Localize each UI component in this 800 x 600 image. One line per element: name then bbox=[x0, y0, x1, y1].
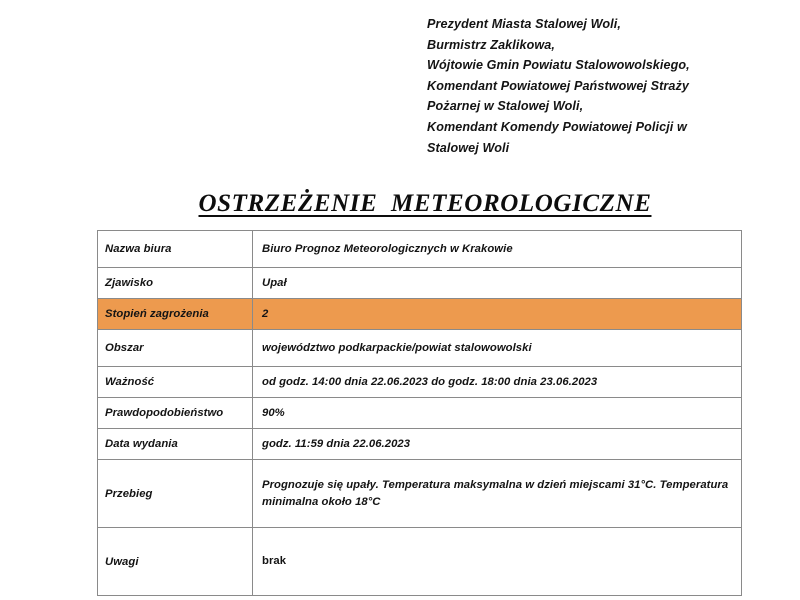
row-label-prawdopodobienstwo: Prawdopodobieństwo bbox=[98, 398, 253, 429]
table-row bbox=[98, 330, 742, 367]
row-label-data-wydania: Data wydania bbox=[98, 429, 253, 460]
addressee-block bbox=[427, 14, 772, 158]
row-value-zjawisko: Upał bbox=[253, 268, 742, 299]
page-title bbox=[0, 190, 800, 218]
row-value-przebieg: Prognozuje się upały. Temperatura maksymalna w dzień miejscami 31°C. Temperatura minimalna około 18°C bbox=[253, 460, 742, 528]
row-value-data-wydania: godz. 11:59 dnia 22.06.2023 bbox=[253, 429, 742, 460]
addressee-line-4: Komendant Powiatowej Państwowej Straży bbox=[427, 78, 690, 93]
addressee-line-2: Burmistrz Zaklikowa, bbox=[427, 37, 555, 52]
row-label-stopien-zagrozenia: Stopień zagrożenia bbox=[98, 299, 253, 330]
addressee-line-7: Stalowej Woli bbox=[427, 140, 510, 155]
row-label-przebieg: Przebieg bbox=[98, 460, 253, 528]
table-row bbox=[98, 367, 742, 398]
warning-details-table bbox=[97, 230, 742, 596]
row-value-nazwa-biura: Biuro Prognoz Meteorologicznych w Krakowie bbox=[253, 231, 742, 268]
table-row bbox=[98, 460, 742, 528]
row-label-waznosc: Ważność bbox=[98, 367, 253, 398]
row-label-nazwa-biura: Nazwa biura bbox=[98, 231, 253, 268]
row-label-zjawisko: Zjawisko bbox=[98, 268, 253, 299]
addressee-line-6: Komendant Komendy Powiatowej Policji w bbox=[427, 119, 687, 134]
row-label-uwagi: Uwagi bbox=[98, 528, 253, 596]
addressee-line-3: Wójtowie Gmin Powiatu Stalowowolskiego, bbox=[427, 58, 690, 73]
addressee-line-5: Pożarnej w Stalowej Woli, bbox=[427, 99, 584, 114]
addressee-line-1: Prezydent Miasta Stalowej Woli, bbox=[427, 17, 621, 31]
table-row-highlighted bbox=[98, 299, 742, 330]
row-value-obszar: województwo podkarpackie/powiat stalowowolski bbox=[253, 330, 742, 367]
row-value-uwagi: brak bbox=[253, 528, 742, 596]
row-label-obszar: Obszar bbox=[98, 330, 253, 367]
table-row bbox=[98, 231, 742, 268]
row-value-waznosc: od godz. 14:00 dnia 22.06.2023 do godz. 18:00 dnia 23.06.2023 bbox=[253, 367, 742, 398]
table-row bbox=[98, 398, 742, 429]
table-row bbox=[98, 268, 742, 299]
table-row bbox=[98, 429, 742, 460]
row-value-stopien-zagrozenia: 2 bbox=[253, 299, 742, 330]
page-title-text: OSTRZEŻENIE METEOROLOGICZNE bbox=[198, 190, 652, 217]
row-value-prawdopodobienstwo: 90% bbox=[253, 398, 742, 429]
table-row bbox=[98, 528, 742, 596]
